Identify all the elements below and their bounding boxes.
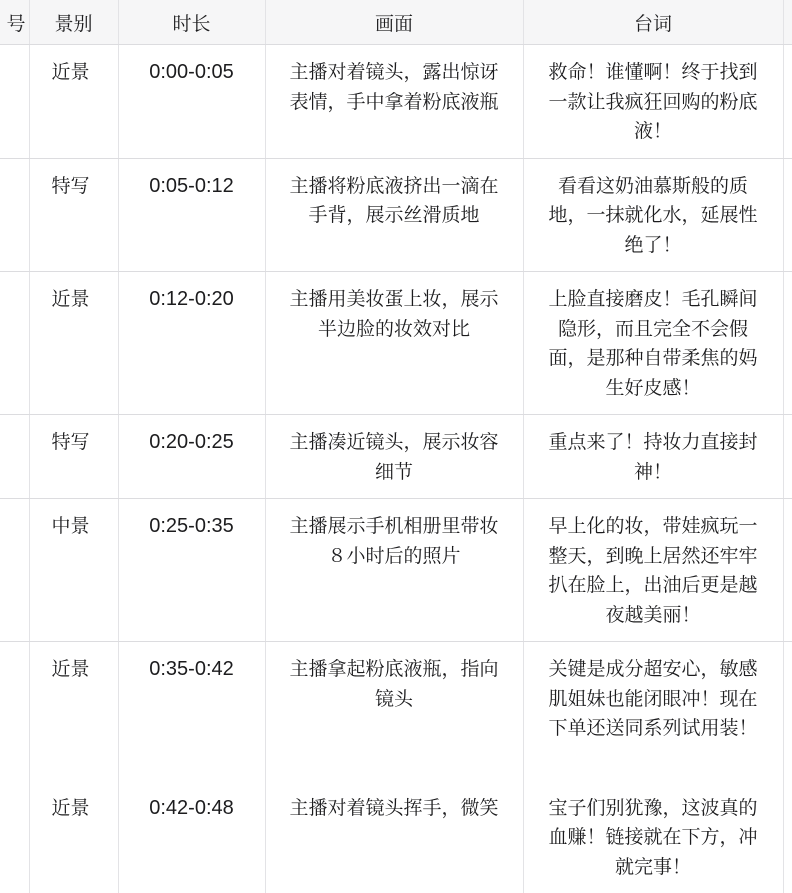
row-number-cell <box>0 272 29 415</box>
dialogue-cell: 看看这奶油慕斯般的质地，一抹就化水，延展性绝了！ <box>523 158 783 272</box>
overflow-cell <box>783 499 792 642</box>
scene-cell: 主播展示手机相册里带妆８小时后的照片 <box>265 499 523 642</box>
overflow-cell <box>783 781 792 893</box>
header-overflow <box>783 0 792 45</box>
header-duration: 时长 <box>118 0 265 45</box>
row-number-cell <box>0 45 29 159</box>
shot-type-cell: 近景 <box>29 272 118 415</box>
scene-cell: 主播拿起粉底液瓶，指向镜头 <box>265 642 523 781</box>
overflow-cell <box>783 642 792 781</box>
duration-cell: 0:42-0:48 <box>118 781 265 893</box>
overflow-cell <box>783 158 792 272</box>
row-number-cell <box>0 642 29 781</box>
duration-cell: 0:05-0:12 <box>118 158 265 272</box>
overflow-cell <box>783 415 792 499</box>
dialogue-cell: 救命！谁懂啊！终于找到一款让我疯狂回购的粉底液！ <box>523 45 783 159</box>
table-row <box>0 272 792 415</box>
table-row <box>0 45 792 159</box>
duration-cell: 0:12-0:20 <box>118 272 265 415</box>
dialogue-cell: 关键是成分超安心，敏感肌姐妹也能闭眼冲！现在下单还送同系列试用装！ <box>523 642 783 781</box>
dialogue-cell: 重点来了！持妆力直接封神！ <box>523 415 783 499</box>
duration-cell: 0:25-0:35 <box>118 499 265 642</box>
header-dialogue: 台词 <box>523 0 783 45</box>
table-row <box>0 415 792 499</box>
dialogue-cell: 上脸直接磨皮！毛孔瞬间隐形，而且完全不会假面，是那种自带柔焦的妈生好皮感！ <box>523 272 783 415</box>
table-row <box>0 642 792 781</box>
header-row <box>0 0 792 45</box>
table-row <box>0 499 792 642</box>
shot-type-cell: 特写 <box>29 415 118 499</box>
overflow-cell <box>783 272 792 415</box>
shot-type-cell: 特写 <box>29 158 118 272</box>
scene-cell: 主播对着镜头，露出惊讶表情，手中拿着粉底液瓶 <box>265 45 523 159</box>
header-shot-type: 景别 <box>29 0 118 45</box>
scene-cell: 主播凑近镜头，展示妆容细节 <box>265 415 523 499</box>
scene-cell: 主播将粉底液挤出一滴在手背，展示丝滑质地 <box>265 158 523 272</box>
overflow-cell <box>783 45 792 159</box>
duration-cell: 0:35-0:42 <box>118 642 265 781</box>
dialogue-cell: 早上化的妆，带娃疯玩一整天，到晚上居然还牢牢扒在脸上，出油后更是越夜越美丽！ <box>523 499 783 642</box>
table-row <box>0 158 792 272</box>
header-scene: 画面 <box>265 0 523 45</box>
shot-type-cell: 中景 <box>29 499 118 642</box>
shot-type-cell: 近景 <box>29 642 118 781</box>
shot-type-cell: 近景 <box>29 781 118 893</box>
row-number-cell <box>0 415 29 499</box>
table-row <box>0 781 792 893</box>
row-number-cell <box>0 499 29 642</box>
shot-type-cell: 近景 <box>29 45 118 159</box>
duration-cell: 0:20-0:25 <box>118 415 265 499</box>
row-number-cell <box>0 781 29 893</box>
dialogue-cell: 宝子们别犹豫，这波真的血赚！链接就在下方，冲就完事！ <box>523 781 783 893</box>
row-number-cell <box>0 158 29 272</box>
duration-cell: 0:00-0:05 <box>118 45 265 159</box>
scene-cell: 主播用美妆蛋上妆，展示半边脸的妆效对比 <box>265 272 523 415</box>
scene-cell: 主播对着镜头挥手，微笑 <box>265 781 523 893</box>
header-number: 号 <box>0 0 29 45</box>
